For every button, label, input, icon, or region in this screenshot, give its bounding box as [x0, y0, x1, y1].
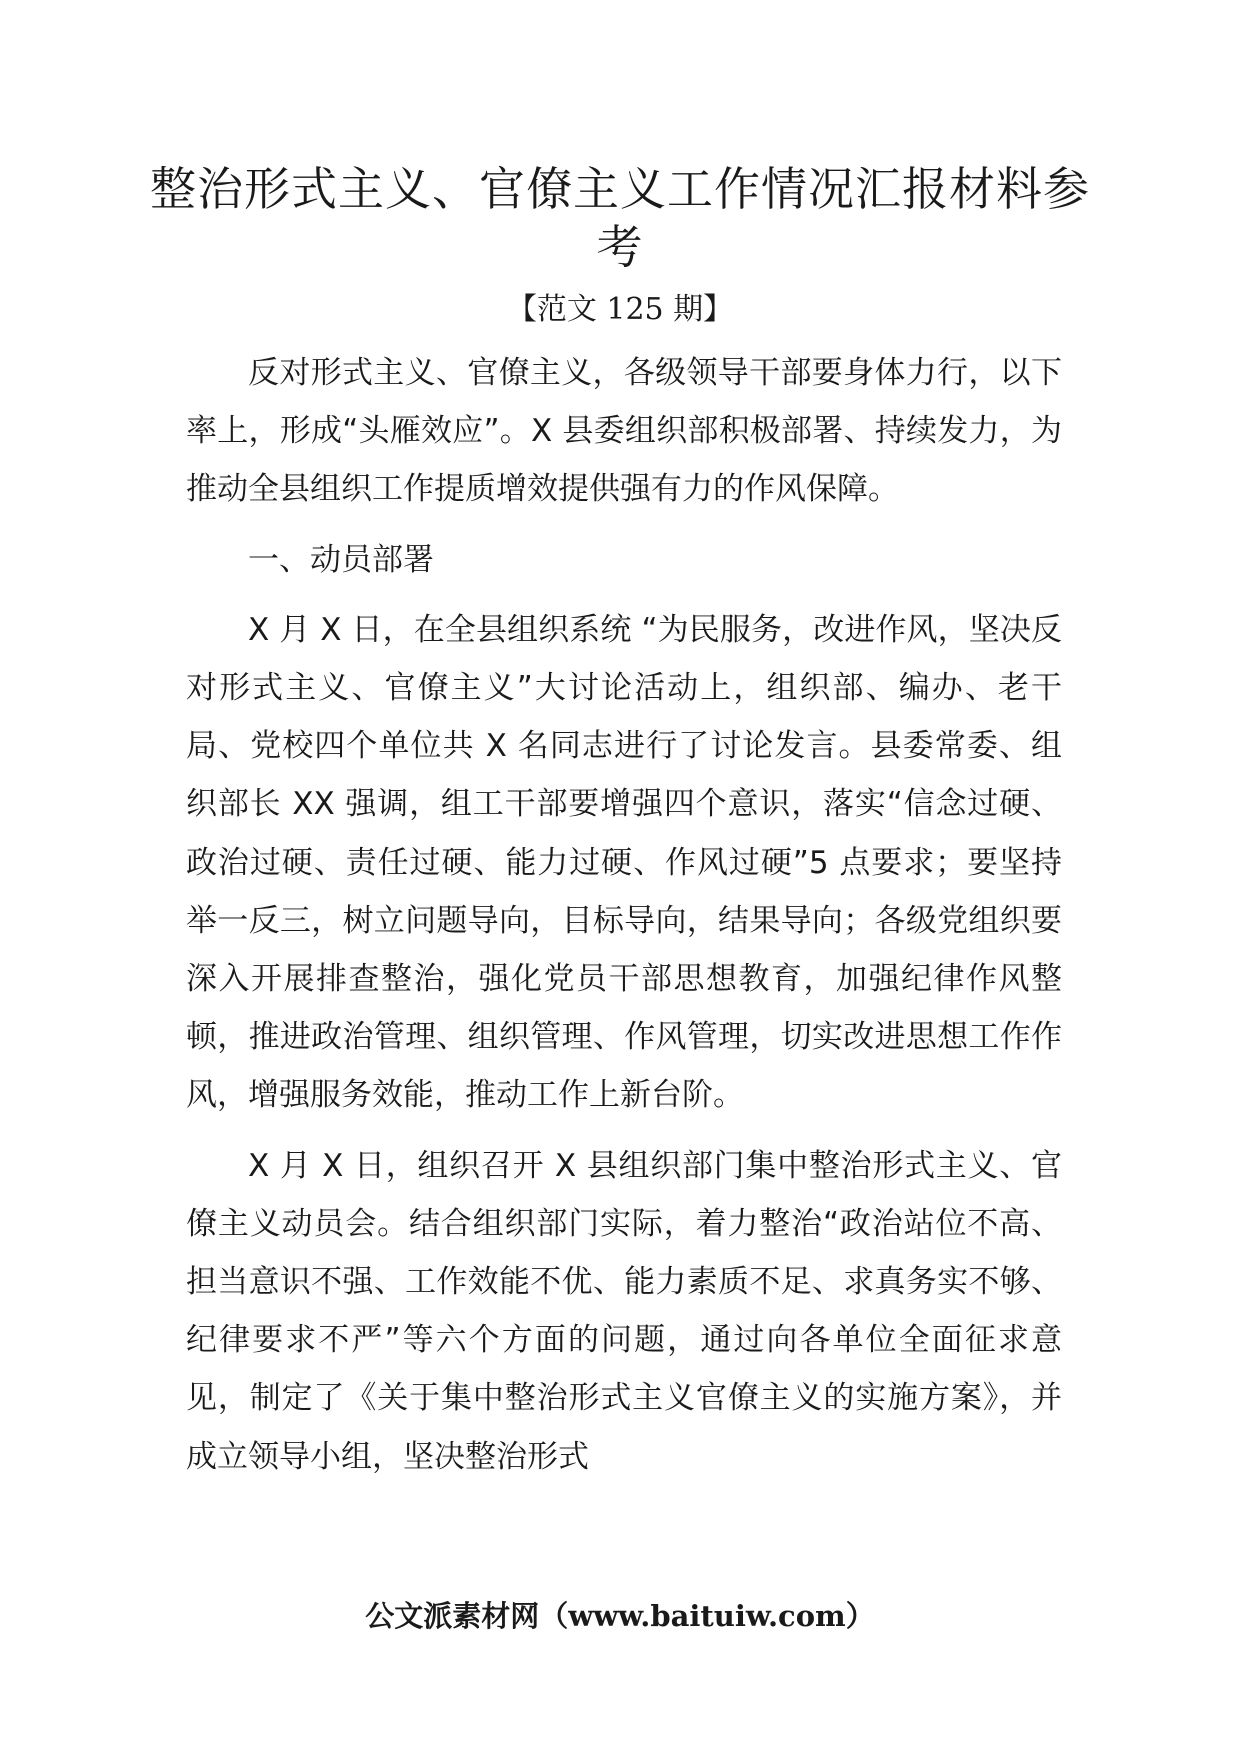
document-title: 整治形式主义、官僚主义工作情况汇报材料参考: [150, 162, 1090, 274]
section-heading: 一、动员部署: [248, 541, 434, 578]
paragraph-meeting: X 月 X 日，组织召开 X 县组织部门集中整治形式主义、官僚主义动员会。结合组织部门实际，着力整治“政治站位不高、担当意识不强、工作效能不优、能力素质不足、求真务实不够、纪律要求不严”等六个方面的问题，通过向各单位全面征求意见，制定了《关于集中整治形式主义官僚主义的实施方案》，并成立领导小组，坚决整治形式: [186, 1147, 1062, 1475]
footer-source: 公文派素材网（www.baituiw.com）: [365, 1599, 875, 1633]
paragraph-intro: 反对形式主义、官僚主义，各级领导干部要身体力行，以下率上，形成“头雁效应”。X 县委组织部积极部署、持续发力，为推动全县组织工作提质增效提供强有力的作风保障。: [186, 355, 1062, 508]
document-body: [186, 344, 1062, 1486]
paragraph-mobilization: X 月 X 日，在全县组织系统 “为民服务，改进作风，坚决反对形式主义、官僚主义”大讨论活动上，组织部、编办、老干局、党校四个单位共 X 名同志进行了讨论发言。县委常委、组织部长 XX 强调，组工干部要增强四个意识，落实“信念过硬、政治过硬、责任过硬、能力过硬、作风过硬”5 点要求；要坚持举一反三，树立问题导向，目标导向，结果导向；各级党组织要深入开展排查整治，强化党员干部思想教育，加强纪律作风整顿，推进政治管理、组织管理、作风管理，切实改进思想工作作风，增强服务效能，推动工作上新台阶。: [186, 611, 1062, 1114]
issue-label: 【范文 125 期】: [506, 292, 734, 327]
